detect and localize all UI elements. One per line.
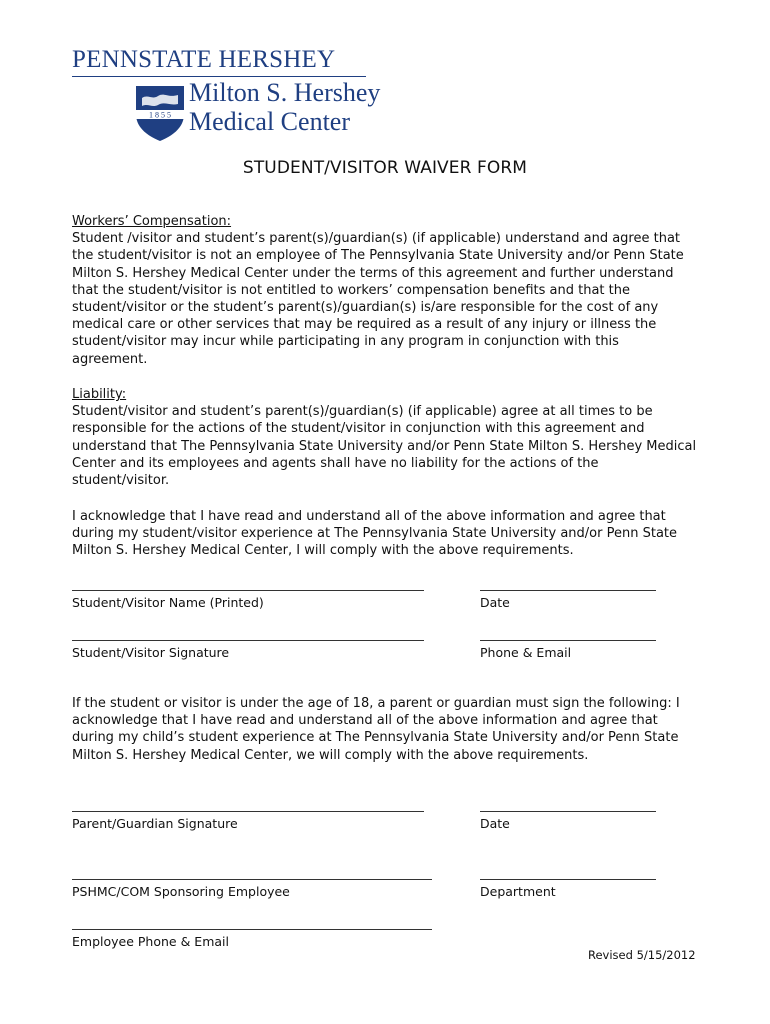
employee-contact-line[interactable] bbox=[72, 929, 432, 931]
revised-date: Revised 5/15/2012 bbox=[588, 948, 696, 962]
sponsoring-employee-label: PSHMC/COM Sponsoring Employee bbox=[72, 884, 290, 899]
guardian-date-label: Date bbox=[480, 816, 510, 831]
student-contact-line[interactable] bbox=[480, 640, 656, 642]
student-signature-line[interactable] bbox=[72, 640, 424, 642]
workers-comp-section bbox=[72, 213, 698, 368]
sponsoring-employee-line[interactable] bbox=[72, 879, 432, 881]
student-contact-label: Phone & Email bbox=[480, 645, 572, 660]
guardian-date-line[interactable] bbox=[480, 811, 656, 813]
shield-year: 1 8 5 5 bbox=[149, 110, 171, 120]
department-label: Department bbox=[480, 884, 556, 899]
medical-center-name-line1: Milton S. Hershey bbox=[189, 78, 381, 107]
institution-logo bbox=[72, 44, 381, 144]
acknowledgement-text: I acknowledge that I have read and understand all of the above information and agree that during my student/visitor experience at The Pennsylvania State University and/or Penn State Milton S. Hershey Medical Center, I will comply with the above requirements. bbox=[72, 509, 678, 559]
employee-contact-label: Employee Phone & Email bbox=[72, 934, 229, 949]
student-date-line[interactable] bbox=[480, 590, 656, 592]
medical-center-name-line2: Medical Center bbox=[189, 107, 350, 136]
shield-icon bbox=[134, 84, 186, 142]
workers-comp-body: Student /visitor and student’s parent(s)/guardian(s) (if applicable) understand and agree that the student/visitor is not an employee of The Pennsylvania State University and/or Penn State Milton S. Hershey Medical Center under the terms of this agreement and further understand that the student/visitor is not entitled to workers’ compensation benefits and that the student/visitor or the student’s parent(s)/guardian(s) is/are responsible for the cost of any medical care or other services that may be required as a result of any injury or illness the student/visitor may incur while participating in any program in conjunction with this agreement. bbox=[72, 231, 684, 367]
acknowledgement-section bbox=[72, 508, 698, 560]
guardian-signature-label: Parent/Guardian Signature bbox=[72, 816, 238, 831]
logo-rule bbox=[72, 76, 366, 77]
medical-center-name bbox=[189, 78, 380, 136]
department-line[interactable] bbox=[480, 879, 656, 881]
guardian-notice-section bbox=[72, 695, 698, 764]
student-date-label: Date bbox=[480, 595, 510, 610]
guardian-signature-line[interactable] bbox=[72, 811, 424, 813]
student-name-line[interactable] bbox=[72, 590, 424, 592]
student-name-label: Student/Visitor Name (Printed) bbox=[72, 595, 264, 610]
pennstate-hershey-wordmark: PENNSTATE HERSHEY bbox=[72, 46, 336, 73]
workers-comp-heading: Workers’ Compensation: bbox=[72, 214, 232, 229]
form-title: STUDENT/VISITOR WAIVER FORM bbox=[242, 158, 528, 178]
liability-section bbox=[72, 386, 698, 489]
liability-body: Student/visitor and student’s parent(s)/guardian(s) (if applicable) agree at all times to be responsible for the actions of the student/visitor in conjunction with this agreement and understand that The Pennsylvania State University and/or Penn State Milton S. Hershey Medical Center and its employees and agents shall have no liability for the actions of the student/visitor. bbox=[72, 404, 697, 489]
student-signature-label: Student/Visitor Signature bbox=[72, 645, 230, 660]
liability-heading: Liability: bbox=[72, 387, 127, 402]
guardian-notice-text: If the student or visitor is under the age of 18, a parent or guardian must sign the following: I acknowledge that I have read and understand all of the above information and agree that during my child’s student experience at The Pennsylvania State University and/or Penn State Milton S. Hershey Medical Center, we will comply with the above requirements. bbox=[72, 696, 680, 763]
